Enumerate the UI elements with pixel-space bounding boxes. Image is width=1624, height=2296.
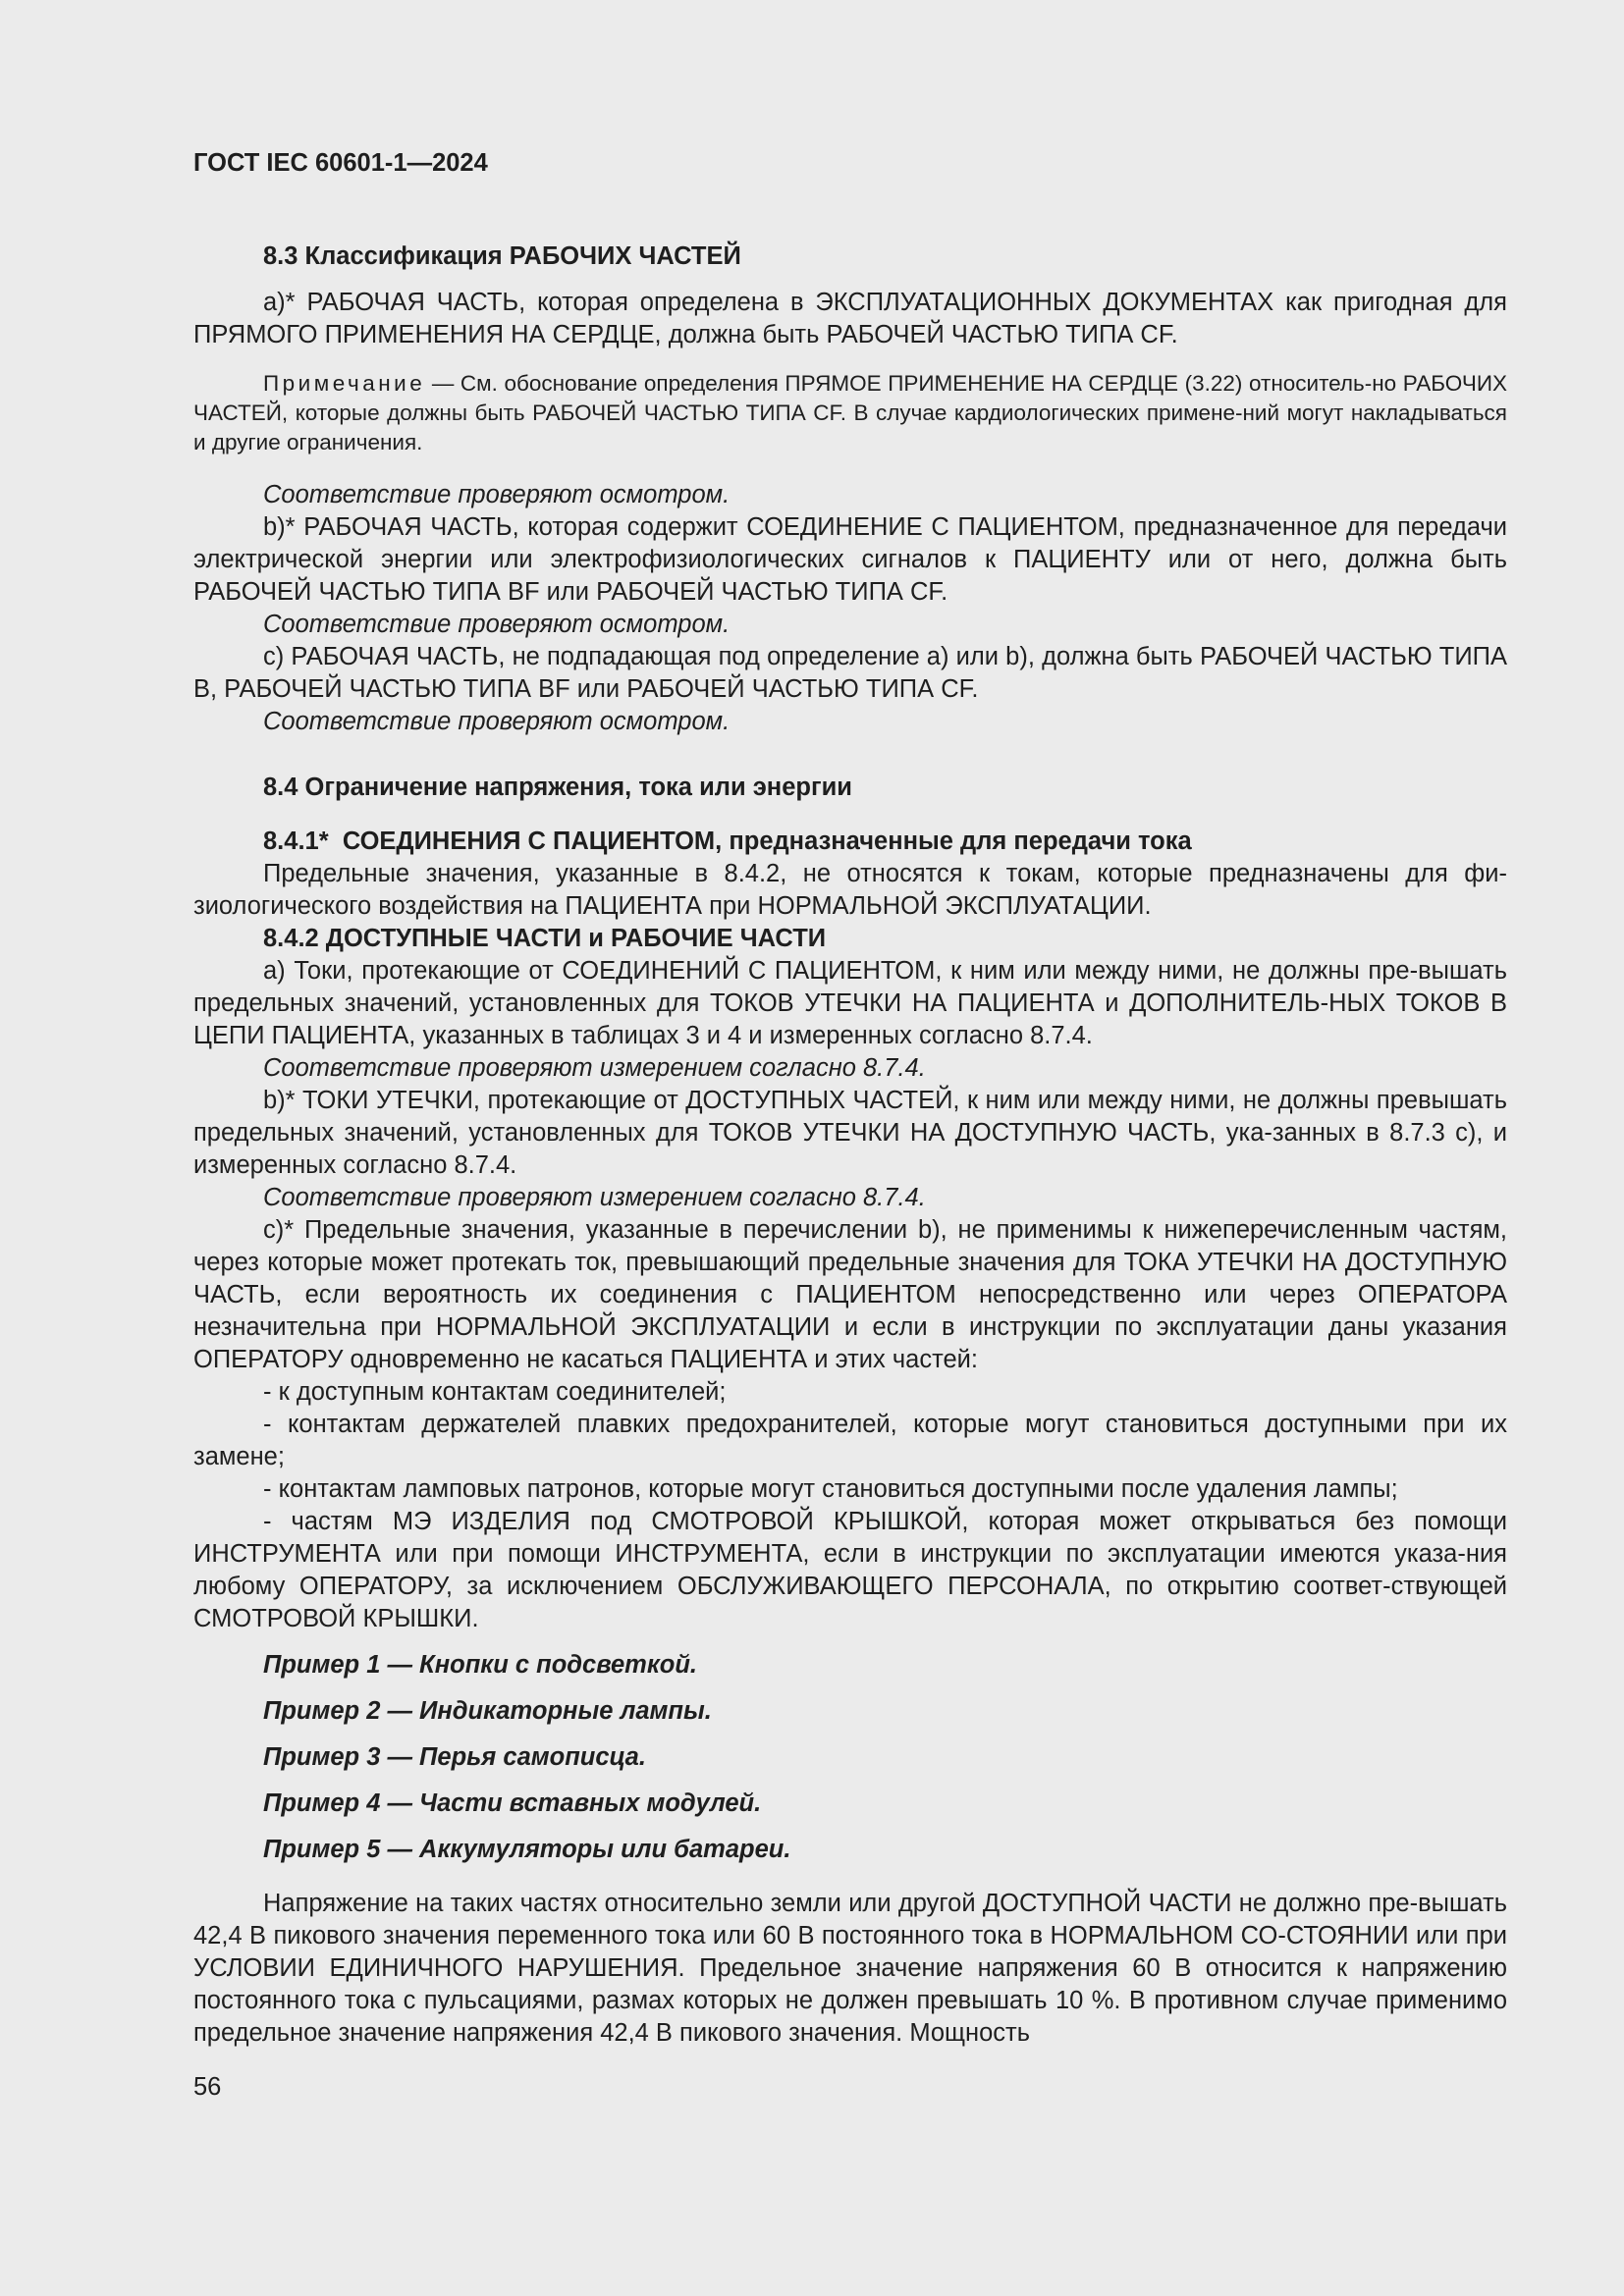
paragraph-final: Напряжение на таких частях относительно земли или другой ДОСТУПНОЙ ЧАСТИ не должно пре-вышать 42,4 В пикового значения переменного тока или 60 В постоянного тока в НОРМАЛЬНОМ СО-СТОЯНИИ или при УСЛОВИИ ЕДИНИЧНОГО НАРУШЕНИЯ. Предельное значение напряжения 60 В относится к напряжению постоянного тока с пульсациями, размах которых не должен превышать 10 %. В противном случае применимо предельное значение напряжения 42,4 В пикового значения. Мощность (193, 1890, 1507, 2047)
compliance-8-3-c: Соответствие проверяют осмотром. (263, 708, 731, 735)
example-3: Пример 3 — Перья самописца. (263, 1743, 646, 1771)
example-2: Пример 2 — Индикаторные лампы. (263, 1697, 712, 1725)
compliance-8-3-a: Соответствие проверяют осмотром. (263, 481, 731, 508)
paragraph-8-3-b: b)* РАБОЧАЯ ЧАСТЬ, которая содержит СОЕДИНЕНИЕ С ПАЦИЕНТОМ, предназначенное для передачи электрической энергии или электрофизиологических сигналов к ПАЦИЕНТУ или от него, должна быть РАБОЧЕЙ ЧАСТЬЮ ТИПА BF или РАБОЧЕЙ ЧАСТЬЮ ТИПА CF. (193, 513, 1507, 606)
paragraph-8-4-1: Предельные значения, указанные в 8.4.2, не относятся к токам, которые предназначены для фи-зиологического воздействия на ПАЦИЕНТА при НОРМАЛЬНОЙ ЭКСПЛУАТАЦИИ. (193, 860, 1507, 920)
note-8-3 (193, 369, 1507, 457)
page-content (193, 147, 1507, 2050)
document-header: ГОСТ IEC 60601-1—2024 (193, 149, 488, 177)
heading-8-4-1-caps: СОЕДИНЕНИЯ С ПАЦИЕНТОМ, (342, 828, 723, 855)
note-text: — См. обоснование определения ПРЯМОЕ ПРИМЕНЕНИЕ НА СЕРДЦЕ (3.22) относитель-но РАБОЧИХ ЧАСТЕЙ, которые должны быть РАБОЧЕЙ ЧАСТЬЮ ТИПА CF. В случае кардиологических примене-ний могут накладываться и другие ограничения. (193, 371, 1507, 454)
heading-8-3: 8.3 Классификация РАБОЧИХ ЧАСТЕЙ (263, 242, 741, 270)
paragraph-8-3-a: а)* РАБОЧАЯ ЧАСТЬ, которая определена в ЭКСПЛУАТАЦИОННЫХ ДОКУМЕНТАХ как пригодная для ПРЯМОГО ПРИМЕНЕНИЯ НА СЕРДЦЕ, должна быть РАБОЧЕЙ ЧАСТЬЮ ТИПА CF. (193, 289, 1507, 348)
example-4: Пример 4 — Части вставных модулей. (263, 1789, 762, 1817)
list-item: - контактам держателей плавких предохранителей, которые могут становиться доступными при их замене; (193, 1411, 1507, 1470)
paragraph-8-4-2-a: а) Токи, протекающие от СОЕДИНЕНИЙ С ПАЦИЕНТОМ, к ним или между ними, не должны пре-вышать предельных значений, установленных для ТОКОВ УТЕЧКИ НА ПАЦИЕНТА и ДОПОЛНИТЕЛЬ-НЫХ ТОКОВ В ЦЕПИ ПАЦИЕНТА, указанных в таблицах 3 и 4 и измеренных согласно 8.7.4. (193, 957, 1507, 1049)
list-item: - частям МЭ ИЗДЕЛИЯ под СМОТРОВОЙ КРЫШКОЙ, которая может открываться без помощи ИНСТРУМЕНТА или при помощи ИНСТРУМЕНТА, если в инструкции по эксплуатации имеются указа-ния любому ОПЕРАТОРУ, за исключением ОБСЛУЖИВАЮЩЕГО ПЕРСОНАЛА, по открытию соответ-ствующей СМОТРОВОЙ КРЫШКИ. (193, 1508, 1507, 1632)
list-item: - к доступным контактам соединителей; (263, 1378, 727, 1406)
paragraph-8-4-2-b: b)* ТОКИ УТЕЧКИ, протекающие от ДОСТУПНЫХ ЧАСТЕЙ, к ним или между ними, не должны превышать предельных значений, установленных для ТОКОВ УТЕЧКИ НА ДОСТУПНУЮ ЧАСТЬ, ука-занных в 8.7.3 с), и измеренных согласно 8.7.4. (193, 1087, 1507, 1179)
heading-8-4-2: 8.4.2 ДОСТУПНЫЕ ЧАСТИ и РАБОЧИЕ ЧАСТИ (263, 925, 827, 952)
page-number: 56 (193, 2073, 222, 2101)
heading-8-4-1-rest: предназначенные для передачи тока (722, 828, 1192, 855)
heading-8-4: 8.4 Ограничение напряжения, тока или энергии (263, 774, 852, 801)
example-5: Пример 5 — Аккумуляторы или батареи. (263, 1836, 791, 1863)
paragraph-8-3-c: с) РАБОЧАЯ ЧАСТЬ, не подпадающая под определение а) или b), должна быть РАБОЧЕЙ ЧАСТЬЮ ТИПА В, РАБОЧЕЙ ЧАСТЬЮ ТИПА BF или РАБОЧЕЙ ЧАСТЬЮ ТИПА CF. (193, 643, 1507, 703)
paragraph-8-4-2-c: с)* Предельные значения, указанные в перечислении b), не применимы к нижеперечисленным частям, через которые может протекать ток, превышающий предельные значения для ТОКА УТЕЧКИ НА ДОСТУПНУЮ ЧАСТЬ, если вероятность их соединения с ПАЦИЕНТОМ непосредственно или через ОПЕРАТОРА незначительна при НОРМАЛЬНОЙ ЭКСПЛУАТАЦИИ и если в инструкции по эксплуатации даны указания ОПЕРАТОРУ одновременно не касаться ПАЦИЕНТА и этих частей: (193, 1216, 1507, 1373)
compliance-8-4-2-a: Соответствие проверяют измерением согласно 8.7.4. (263, 1054, 926, 1082)
compliance-8-3-b: Соответствие проверяют осмотром. (263, 611, 731, 638)
example-1: Пример 1 — Кнопки с подсветкой. (263, 1651, 698, 1679)
heading-8-4-1 (193, 826, 1507, 858)
note-label: Примечание (263, 371, 426, 396)
compliance-8-4-2-b: Соответствие проверяют измерением согласно 8.7.4. (263, 1184, 926, 1211)
list-item: - контактам ламповых патронов, которые могут становиться доступными после удаления лампы; (263, 1475, 1398, 1503)
heading-8-4-1-number: 8.4.1* (263, 828, 329, 855)
